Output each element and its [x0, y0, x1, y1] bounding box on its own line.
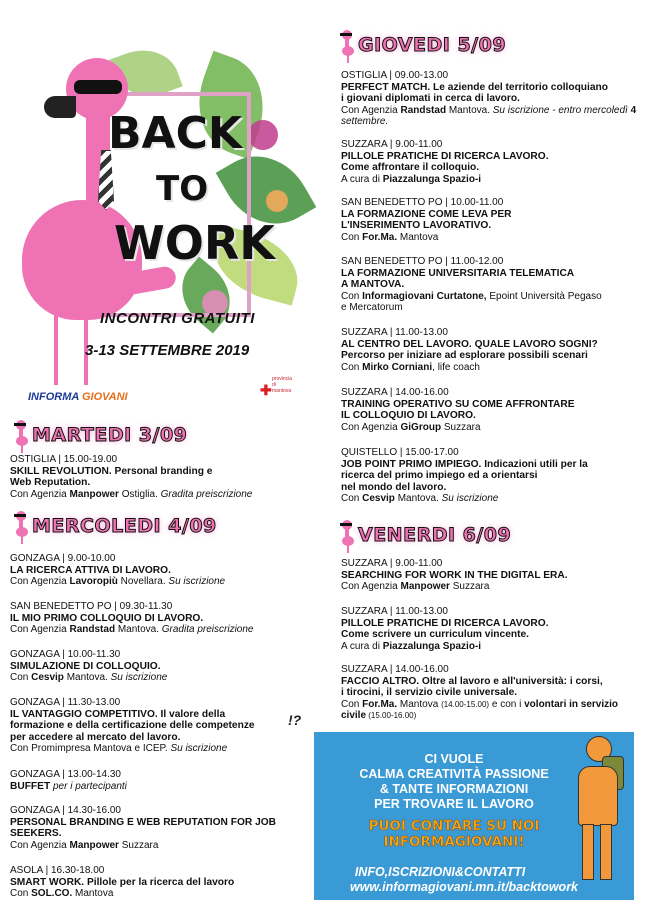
org-name: For.Ma.: [362, 231, 398, 243]
flamingo-beak: [44, 96, 76, 118]
event-gio-perfect-match: [341, 70, 641, 128]
infobox-highlight: PUOI CONTARE SU NOI: [368, 818, 540, 834]
person-leg: [582, 824, 594, 880]
event-organizer: [10, 489, 315, 501]
infobox-highlight: INFORMAGIOVANI!: [383, 834, 525, 850]
event-organizer-2: [341, 116, 641, 128]
event-ven-pillole-cv: [341, 606, 641, 652]
person-illustration: [568, 736, 628, 886]
title-to: TO: [156, 169, 209, 209]
flamingo-icon: [340, 520, 356, 552]
buffet-title: BUFFET: [10, 780, 51, 792]
org-name: Lavoropiù: [69, 576, 118, 587]
event-gio-job-point: [341, 447, 641, 505]
event-location: OSTIGLIA | 15.00-19.00: [10, 454, 118, 465]
event-mer-primo-colloquio: [10, 601, 315, 636]
org-name: Randstad: [400, 104, 447, 116]
event-gio-pillole-colloquio: [341, 139, 641, 185]
day-header-mercoledi: [14, 513, 274, 543]
org-mid: Mantova: [397, 698, 442, 710]
event-title: IL COLLOQUIO DI LAVORO.: [341, 410, 476, 421]
event-gio-centro-lavoro: [341, 327, 641, 373]
info-box: [314, 732, 634, 900]
event-title: AL CENTRO DEL LAVORO. QUALE LAVORO SOGNI?: [341, 338, 598, 350]
event-title: LA FORMAZIONE UNIVERSITARIA TELEMATICA: [341, 267, 575, 279]
event-gio-training: [341, 387, 641, 433]
event-title: Percorso per iniziare ad esplorare possibili scenari: [341, 350, 588, 361]
event-organizer: [341, 362, 641, 374]
event-dates: 3-13 SETTEMBRE 2019: [85, 342, 250, 359]
event-organizer: [10, 576, 315, 588]
day-label: GIOVEDI 5/09: [358, 34, 507, 56]
org-mid: Epoint Università Pegaso: [486, 290, 602, 302]
infobox-info-label: INFO,ISCRIZIONI&CONTATTI: [354, 865, 526, 879]
event-ven-faccio-altro: [341, 664, 641, 722]
event-title: per accedere al mercato del lavoro.: [10, 731, 181, 743]
infobox-line: PER TROVARE IL LAVORO: [374, 797, 534, 811]
org-note: Su iscrizione: [168, 576, 226, 587]
event-title: SIMULAZIONE DI COLLOQUIO.: [10, 660, 161, 672]
org-mid2: e con i: [489, 698, 525, 710]
event-location: GONZAGA | 11.30-13.00: [10, 697, 121, 708]
org-pre: A cura di: [341, 640, 383, 652]
org-name: Manpower: [69, 839, 119, 851]
event-title: IL MIO PRIMO COLLOQUIO DI LAVORO.: [10, 612, 204, 624]
org-mid: Mantova: [397, 231, 439, 243]
event-title: PERFECT MATCH. Le aziende del territorio colloquiano: [341, 81, 608, 93]
event-organizer: [10, 672, 315, 684]
event-title: SKILL REVOLUTION. Personal branding e: [10, 465, 213, 477]
event-title: PERSONAL BRANDING E WEB REPUTATION FOR JOB: [10, 816, 277, 828]
flamingo-icon: [14, 420, 30, 452]
event-organizer-2: e Mercatorum: [341, 302, 403, 313]
event-location: SUZZARA | 14.00-16.00: [341, 387, 449, 398]
event-location: QUISTELLO | 15.00-17.00: [341, 447, 459, 458]
flamingo-leg: [54, 315, 58, 385]
org-note-2: settembre.: [341, 116, 389, 127]
event-title: formazione e della certificazione delle competenze: [10, 720, 255, 731]
org-name: Informagiovani Curtatone,: [362, 290, 487, 302]
event-organizer: [341, 105, 641, 117]
org-note: Su iscrizione: [170, 743, 228, 754]
org-name: Cesvip: [362, 493, 395, 504]
org-pre: Con: [341, 698, 363, 710]
org-time: (14.00-15.00): [441, 699, 490, 709]
event-title: Come affrontare il colloquio.: [341, 162, 480, 173]
flower-decoration: [248, 120, 278, 150]
event-organizer: [10, 840, 315, 852]
event-title: i giovani diplomati in cerca di lavoro.: [341, 93, 520, 104]
event-location: ASOLA | 16.30-18.00: [10, 865, 105, 876]
event-mar-skill-revolution: [10, 454, 315, 500]
provincia-logo: [258, 374, 294, 402]
event-mer-ricerca-attiva: [10, 553, 315, 588]
event-title: SEARCHING FOR WORK IN THE DIGITAL ERA.: [341, 569, 568, 581]
flamingo-icon: [14, 511, 30, 543]
event-title: Come scrivere un curriculum vincente.: [341, 629, 529, 640]
org-pre: Con Agenzia: [10, 839, 70, 851]
org-mid: Mantova.: [63, 672, 111, 683]
org-mid: , life coach: [432, 361, 480, 373]
event-mer-personal-branding: [10, 805, 315, 851]
event-location: OSTIGLIA | 09.00-13.00: [341, 70, 449, 81]
title-back: BACK: [108, 108, 242, 159]
org-mid: Suzzara: [449, 581, 490, 592]
event-organizer: [10, 888, 315, 900]
informagiovani-logo: [28, 391, 128, 403]
sunglasses-icon: [74, 80, 122, 94]
org-pre: A cura di: [341, 173, 383, 185]
event-location: SUZZARA | 9.00-11.00: [341, 558, 443, 569]
event-gio-universitaria: [341, 256, 641, 314]
org-mid: Mantova: [72, 888, 114, 899]
org-name: SOL.CO.: [31, 888, 73, 899]
org-pre: Con: [341, 361, 363, 373]
event-organizer: [341, 493, 641, 505]
event-title: nel mondo del lavoro.: [341, 481, 447, 493]
event-mer-simulazione: [10, 649, 315, 684]
infobox-line: CALMA CREATIVITÀ PASSIONE: [359, 767, 549, 781]
org-pre: Con: [341, 493, 363, 504]
buffet-note: per i partecipanti: [50, 780, 127, 792]
org-name: For.Ma.: [362, 698, 398, 710]
provincia-text: provincia di mantova: [272, 376, 293, 394]
org-note: Su iscrizione: [441, 493, 499, 504]
event-location: GONZAGA | 10.00-11.30: [10, 649, 121, 660]
org-name: Mirko Corniani: [362, 361, 433, 373]
event-title: i tirocini, il servizio civile universale.: [341, 687, 518, 698]
event-mer-buffet: [10, 769, 315, 792]
infobox-line: & TANTE INFORMAZIONI: [379, 782, 529, 796]
org-mid: Mantova.: [115, 624, 162, 635]
event-mer-smart-work: [10, 865, 315, 900]
event-title: IL VANTAGGIO COMPETITIVO. Il valore della: [10, 708, 226, 720]
org-mid: Ostiglia.: [118, 488, 161, 500]
event-location: SUZZARA | 9.00-11.00: [341, 139, 443, 150]
event-organizer: [10, 624, 315, 636]
org-note: Su iscrizione - entro mercoledì: [492, 104, 631, 116]
infobox-line: CI VUOLE: [424, 752, 484, 766]
event-title: PILLOLE PRATICHE DI RICERCA LAVORO.: [341, 150, 549, 162]
event-title: FACCIO ALTRO. Oltre al lavoro e all'università: i corsi,: [341, 675, 603, 687]
event-location: SUZZARA | 11.00-13.00: [341, 606, 448, 617]
org-mid: Mantova.: [446, 104, 493, 116]
event-organizer: [341, 699, 641, 711]
day-header-giovedi: [340, 32, 540, 62]
event-title: TRAINING OPERATIVO SU COME AFFRONTARE: [341, 398, 575, 410]
event-location: SUZZARA | 11.00-13.00: [341, 327, 448, 338]
org-mid: Mantova.: [394, 493, 442, 504]
event-location: GONZAGA | 13.00-14.30: [10, 769, 121, 780]
provincia-cross-icon: ✚: [260, 382, 272, 398]
event-title: A MANTOVA.: [341, 279, 405, 290]
day-header-martedi: [14, 422, 244, 452]
logo-informa-part: INFORMA: [28, 391, 79, 403]
day-header-venerdi: [340, 522, 540, 552]
org-pre: Con: [10, 672, 32, 683]
org-name: GiGroup: [400, 421, 442, 433]
org-note: Su iscrizione: [110, 672, 168, 683]
org-mid: Novellara.: [117, 576, 169, 587]
event-title: Web Reputation.: [10, 477, 91, 488]
org-name: Piazzalunga Spazio-i: [382, 173, 482, 185]
event-title: JOB POINT PRIMO IMPIEGO. Indicazioni utili per la: [341, 458, 588, 470]
event-location: GONZAGA | 9.00-10.00: [10, 553, 116, 564]
org-pre: Con Agenzia: [10, 624, 70, 635]
event-location: SAN BENEDETTO PO | 09.30-11.30: [10, 601, 173, 612]
event-organizer: [10, 743, 315, 755]
org-pre: Con Agenzia: [341, 104, 401, 116]
event-title: ricerca del primo impiego ed a orientarsi: [341, 470, 538, 481]
org-name-2: volontari in servizio: [524, 698, 619, 710]
org-name-3: civile: [341, 710, 367, 721]
org-pre: Con: [10, 888, 32, 899]
event-title: LA RICERCA ATTIVA DI LAVORO.: [10, 564, 171, 576]
event-organizer: [341, 581, 641, 593]
person-leg: [600, 824, 612, 880]
org-pre: Con: [341, 290, 363, 302]
event-location: GONZAGA | 14.30-16.00: [10, 805, 121, 816]
event-organizer: [341, 232, 641, 244]
event-organizer: [341, 641, 641, 653]
event-organizer: [341, 422, 641, 434]
day-label: MARTEDI 3/09: [32, 424, 188, 446]
org-note: Gradita preiscrizione: [160, 488, 253, 500]
org-pre: Con Promimpresa Mantova e ICEP.: [10, 743, 171, 754]
org-pre: Con Agenzia: [10, 576, 70, 587]
org-time-2: (15.00-16.00): [366, 711, 417, 720]
org-name: Randstad: [69, 624, 116, 635]
logo-giovani-part: GIOVANI: [81, 391, 128, 403]
org-name: Manpower: [69, 488, 119, 500]
event-title: PILLOLE PRATICHE DI RICERCA LAVORO.: [341, 617, 549, 629]
org-pre: Con Agenzia: [341, 581, 401, 592]
org-name: Cesvip: [31, 672, 64, 683]
org-mid: Suzzara: [441, 421, 481, 433]
incontri-gratuiti: INCONTRI GRATUITI: [100, 310, 255, 327]
event-location: SAN BENEDETTO PO | 11.00-12.00: [341, 256, 504, 267]
event-mer-vantaggio: [10, 697, 315, 755]
org-name: Piazzalunga Spazio-i: [382, 640, 482, 652]
event-organizer: [341, 174, 641, 186]
event-ven-searching: [341, 558, 641, 593]
event-organizer-2: [341, 710, 641, 722]
flamingo-icon: [340, 30, 356, 62]
event-title: LA FORMAZIONE COME LEVA PER: [341, 208, 512, 220]
event-gio-formazione-leva: [341, 197, 641, 243]
day-label: MERCOLEDI 4/09: [32, 515, 217, 537]
event-location: SUZZARA | 14.00-16.00: [341, 664, 449, 675]
event-organizer: [341, 291, 641, 303]
org-pre: Con Agenzia: [10, 488, 70, 500]
org-pre: Con: [341, 231, 363, 243]
org-pre: Con Agenzia: [341, 421, 401, 433]
person-torso: [578, 766, 618, 826]
org-note: Gradita preiscrizione: [161, 624, 254, 635]
org-mid: Suzzara: [118, 839, 159, 851]
event-location: SAN BENEDETTO PO | 10.00-11.00: [341, 197, 504, 208]
event-title: SEEKERS.: [10, 828, 62, 839]
question-exclamation-mark: !?: [288, 712, 302, 728]
flower-decoration: [266, 190, 288, 212]
event-title: SMART WORK. Pillole per la ricerca del lavoro: [10, 876, 235, 888]
event-title: L'INSERIMENTO LAVORATIVO.: [341, 220, 492, 231]
day-label: VENERDI 6/09: [358, 524, 512, 546]
org-name: Manpower: [400, 581, 450, 592]
org-note-bold: 4: [630, 104, 637, 116]
event-title: [10, 781, 315, 793]
title-work: WORK: [114, 216, 275, 270]
infobox-website-link[interactable]: www.informagiovani.mn.it/backtowork: [349, 880, 579, 894]
